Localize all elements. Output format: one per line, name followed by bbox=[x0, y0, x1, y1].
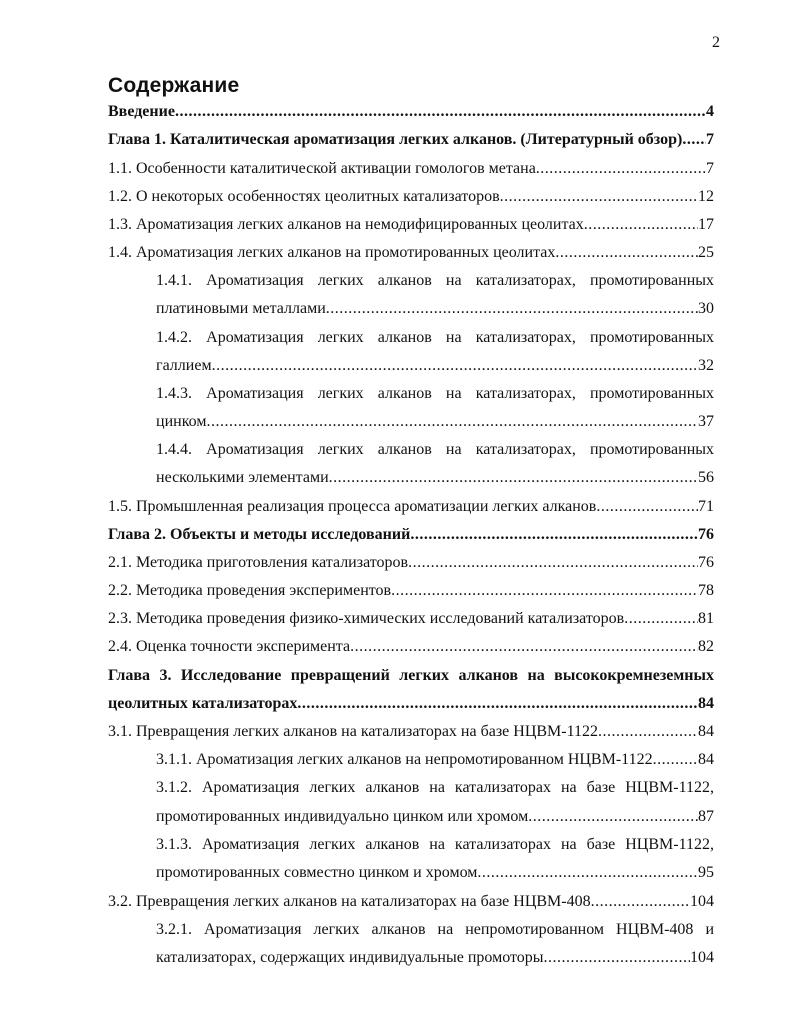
toc-entry-title-continuation: промотированных совместно цинком и хромом bbox=[156, 864, 478, 881]
toc-entry-2-2[interactable] bbox=[108, 577, 714, 605]
toc-page-number: 4 bbox=[706, 103, 714, 120]
toc-entry-title: 2.2. Методика проведения экспериментов bbox=[108, 582, 392, 599]
toc-entry-title: 3.1. Превращения легких алканов на катализаторах на базе НЦВМ-1122 bbox=[108, 723, 598, 740]
toc-leader-dots bbox=[544, 944, 690, 972]
toc-entry-title: Глава 3. Исследование превращений легких алканов на высококремнеземных bbox=[108, 667, 714, 684]
toc-entry-1-4-1[interactable] bbox=[156, 295, 714, 323]
toc-entry-title: 2.3. Методика проведения физико-химических исследований катализаторов bbox=[108, 610, 625, 627]
toc-leader-dots bbox=[326, 295, 698, 323]
toc-leader-dots bbox=[175, 98, 706, 126]
page-number: 2 bbox=[712, 34, 720, 51]
toc-leader-dots bbox=[477, 859, 698, 887]
toc-entry-1-2[interactable] bbox=[108, 183, 714, 211]
toc-page-number: 76 bbox=[698, 526, 714, 543]
toc-entry-title: 1.4. Ароматизация легких алканов на промотированных цеолитах bbox=[108, 244, 556, 261]
toc-leader-dots bbox=[598, 718, 698, 746]
toc-entry-3-2-1-first-line[interactable] bbox=[156, 916, 714, 944]
toc-leader-dots bbox=[591, 888, 690, 916]
toc-entry-title-continuation: цинком bbox=[156, 413, 207, 430]
toc-entry-title: 3.2. Превращения легких алканов на катализаторах на базе НЦВМ-408 bbox=[108, 893, 591, 910]
toc-entry-3-1[interactable] bbox=[108, 718, 714, 746]
toc-entry-1-4-2-first-line[interactable] bbox=[156, 324, 714, 352]
toc-entry-title: 2.1. Методика приготовления катализаторов bbox=[108, 554, 409, 571]
toc-entry-1-4-3[interactable] bbox=[156, 408, 714, 436]
toc-leader-dots bbox=[653, 746, 698, 774]
toc-leader-dots bbox=[391, 577, 698, 605]
toc-page-number: 37 bbox=[698, 413, 714, 430]
toc-entry-title: 1.1. Особенности каталитической активации гомологов метана bbox=[108, 160, 536, 177]
toc-entry-title-continuation: катализаторах, содержащих индивидуальные промоторы bbox=[156, 949, 544, 966]
toc-entry-1-4-3-first-line[interactable] bbox=[156, 380, 714, 408]
toc-entry-3-1-1[interactable] bbox=[156, 746, 714, 774]
toc-entry-title: 2.4. Оценка точности эксперимента bbox=[108, 638, 351, 655]
toc-page-number: 81 bbox=[698, 610, 714, 627]
toc-entry-introduction[interactable] bbox=[108, 98, 714, 126]
toc-entry-2-1[interactable] bbox=[108, 549, 714, 577]
toc-entry-3-2[interactable] bbox=[108, 888, 714, 916]
toc-leader-dots bbox=[596, 493, 698, 521]
toc-page-number: 84 bbox=[698, 751, 714, 768]
toc-entry-title-continuation: галлием bbox=[156, 357, 212, 374]
toc-page-number: 30 bbox=[698, 300, 714, 317]
toc-leader-dots bbox=[536, 155, 706, 183]
toc-entry-1-4-4-first-line[interactable] bbox=[156, 436, 714, 464]
toc-entry-3-1-2-first-line[interactable] bbox=[156, 774, 714, 802]
toc-page-number: 82 bbox=[698, 638, 714, 655]
toc-entry-chapter-2[interactable] bbox=[108, 521, 714, 549]
toc-entry-2-3[interactable] bbox=[108, 605, 714, 633]
toc-page-number: 78 bbox=[698, 582, 714, 599]
toc-page-number: 56 bbox=[698, 469, 714, 486]
toc-entry-chapter-3[interactable] bbox=[108, 690, 714, 718]
toc-entry-3-1-3[interactable] bbox=[156, 859, 714, 887]
toc-entry-title: 3.1.3. Ароматизация легких алканов на катализаторах на базе НЦВМ-1122, bbox=[156, 836, 714, 853]
toc-entry-1-5[interactable] bbox=[108, 493, 714, 521]
toc-entry-chapter-1[interactable] bbox=[108, 126, 714, 154]
toc-leader-dots bbox=[624, 605, 698, 633]
toc-entry-1-1[interactable] bbox=[108, 155, 714, 183]
toc-leader-dots bbox=[350, 633, 698, 661]
toc-entry-title: Глава 1. Каталитическая ароматизация легких алканов. (Литературный обзор) bbox=[108, 131, 683, 148]
toc-leader-dots bbox=[555, 239, 698, 267]
toc-leader-dots bbox=[584, 211, 698, 239]
toc-leader-dots bbox=[408, 549, 698, 577]
toc-page-number: 84 bbox=[698, 695, 714, 712]
toc-entry-title-continuation: платиновыми металлами bbox=[156, 300, 326, 317]
toc-entry-title: 1.4.3. Ароматизация легких алканов на катализаторах, промотированных bbox=[156, 385, 714, 402]
toc-entry-title: 1.4.2. Ароматизация легких алканов на катализаторах, промотированных bbox=[156, 329, 714, 346]
toc-leader-dots bbox=[500, 183, 698, 211]
toc-entry-title: 3.1.2. Ароматизация легких алканов на катализаторах на базе НЦВМ-1122, bbox=[156, 779, 714, 796]
toc-leader-dots bbox=[297, 690, 698, 718]
toc-entry-title: Введение bbox=[108, 103, 175, 120]
toc-page-number: 84 bbox=[698, 723, 714, 740]
toc-leader-dots bbox=[682, 126, 706, 154]
toc-page-number: 12 bbox=[698, 188, 714, 205]
toc-entry-title-continuation: цеолитных катализаторах bbox=[108, 695, 298, 712]
toc-entry-title: 1.5. Промышленная реализация процесса ароматизации легких алканов bbox=[108, 498, 597, 515]
toc-page-number: 87 bbox=[698, 808, 714, 825]
toc-entry-1-4-4[interactable] bbox=[156, 464, 714, 492]
toc-leader-dots bbox=[528, 803, 698, 831]
toc-page-number: 17 bbox=[698, 216, 714, 233]
toc-entry-title: 1.3. Ароматизация легких алканов на немодифицированных цеолитах bbox=[108, 216, 584, 233]
toc-page-number: 25 bbox=[698, 244, 714, 261]
toc-page-number: 104 bbox=[690, 893, 714, 910]
toc-leader-dots bbox=[206, 408, 698, 436]
toc-leader-dots bbox=[410, 521, 698, 549]
toc-entry-title-continuation: несколькими элементами bbox=[156, 469, 329, 486]
toc-entry-title: 1.4.1. Ароматизация легких алканов на катализаторах, промотированных bbox=[156, 272, 714, 289]
toc-page-number: 104 bbox=[690, 949, 714, 966]
toc-entry-3-1-2[interactable] bbox=[156, 803, 714, 831]
toc-entry-title: 1.2. О некоторых особенностях цеолитных катализаторов bbox=[108, 188, 500, 205]
toc-entry-title: 1.4.4. Ароматизация легких алканов на катализаторах, промотированных bbox=[156, 441, 714, 458]
toc-entry-1-4[interactable] bbox=[108, 239, 714, 267]
toc-leader-dots bbox=[212, 352, 698, 380]
toc-entry-title-continuation: промотированных индивидуально цинком или хромом bbox=[156, 808, 529, 825]
toc-entry-2-4[interactable] bbox=[108, 633, 714, 661]
page-title: Содержание bbox=[108, 74, 240, 97]
toc-entry-chapter-3-first-line[interactable] bbox=[108, 662, 714, 690]
toc-page-number: 7 bbox=[706, 131, 714, 148]
toc-page-number: 95 bbox=[698, 864, 714, 881]
toc-entry-3-1-3-first-line[interactable] bbox=[156, 831, 714, 859]
toc-page-number: 7 bbox=[706, 160, 714, 177]
toc-entry-3-2-1[interactable] bbox=[156, 944, 714, 972]
toc-page-number: 76 bbox=[698, 554, 714, 571]
toc-entry-title: 3.2.1. Ароматизация легких алканов на непромотированном НЦВМ-408 и bbox=[156, 921, 714, 938]
toc-page-number: 32 bbox=[698, 357, 714, 374]
toc-leader-dots bbox=[329, 464, 698, 492]
toc-entry-1-3[interactable] bbox=[108, 211, 714, 239]
toc-entry-1-4-1-first-line[interactable] bbox=[156, 267, 714, 295]
toc-entry-title: Глава 2. Объекты и методы исследований bbox=[108, 526, 411, 543]
toc-page-number: 71 bbox=[698, 498, 714, 515]
toc-entry-1-4-2[interactable] bbox=[156, 352, 714, 380]
toc-entry-title: 3.1.1. Ароматизация легких алканов на непромотированном НЦВМ-1122 bbox=[156, 751, 653, 768]
